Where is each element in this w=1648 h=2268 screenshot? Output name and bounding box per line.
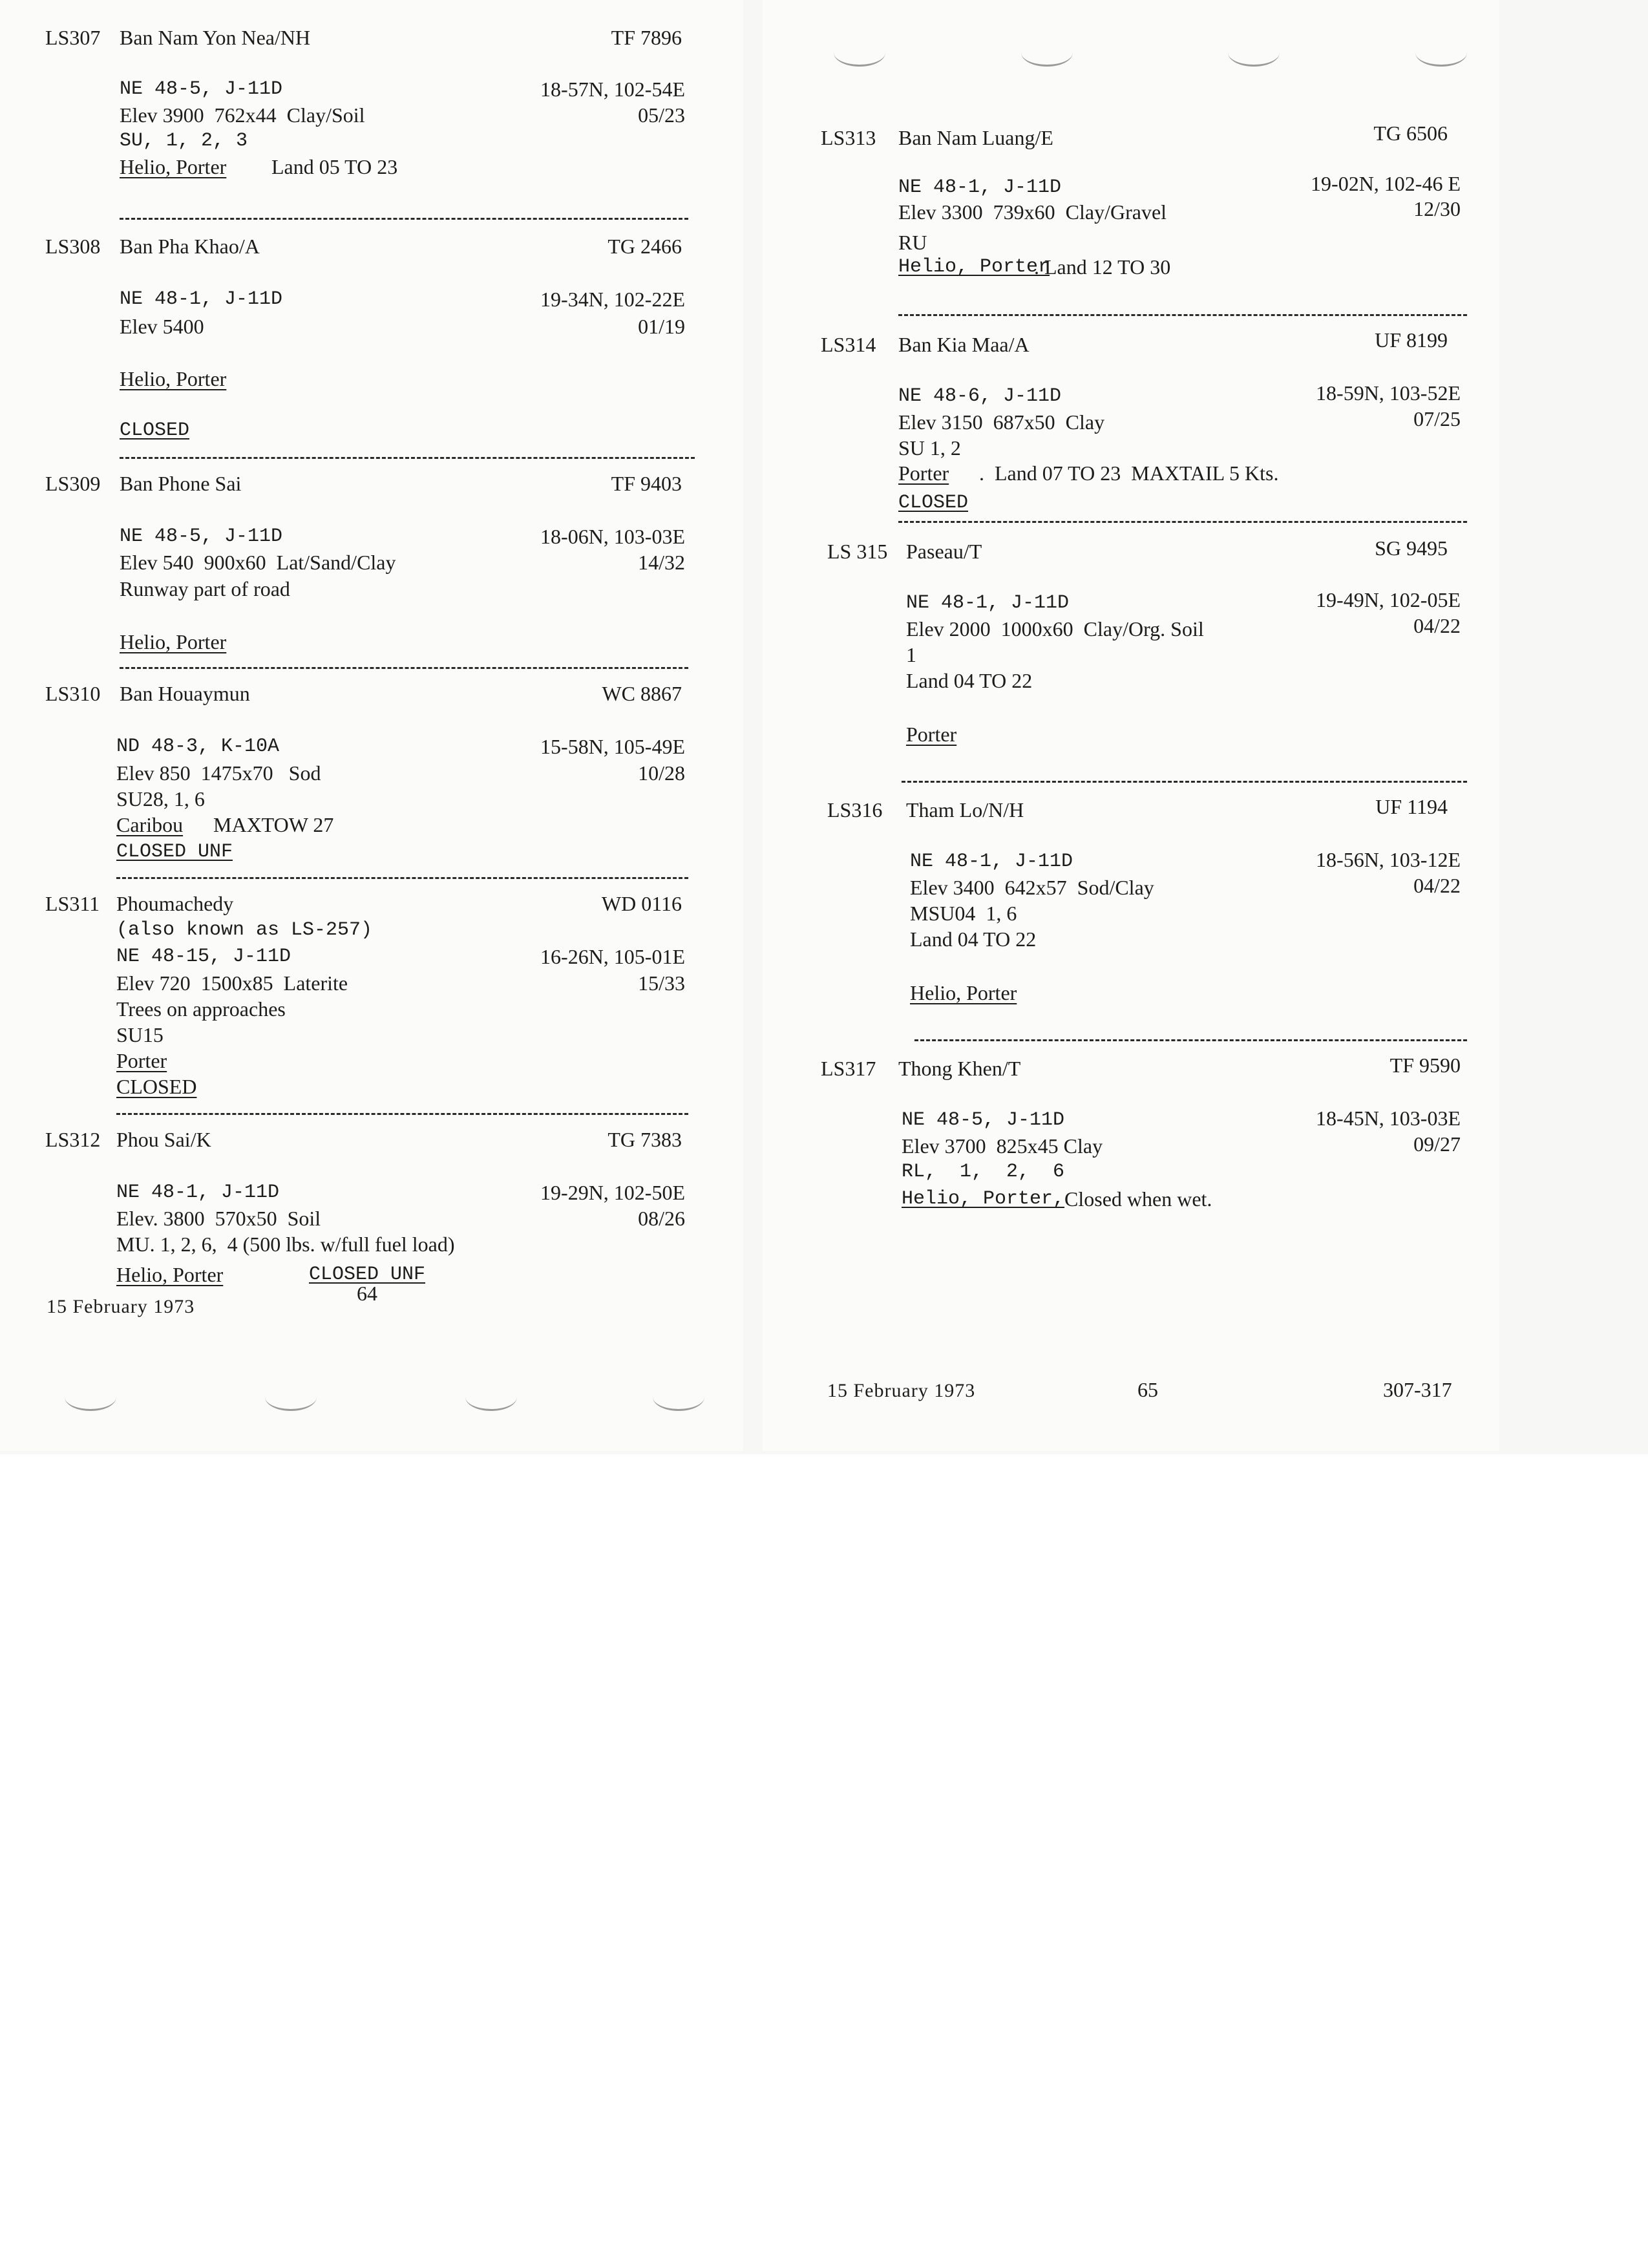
aircraft-types: Porter (898, 461, 949, 485)
chart-reference: NE 48-1, J-11D (898, 176, 1062, 198)
chart-reference: NE 48-5, J-11D (120, 525, 283, 547)
runway-heading: 04/22 (1413, 614, 1461, 637)
chart-reference: NE 48-1, J-11D (116, 1182, 280, 1203)
support-info: SU28, 1, 6 (116, 787, 205, 811)
binder-hole-icon (1021, 39, 1073, 67)
status-closed: CLOSED UNF (116, 841, 233, 863)
support-info: 1 (906, 643, 916, 666)
elevation-runway: Elev 3150 687x50 Clay (898, 410, 1105, 434)
binder-hole-icon (834, 39, 885, 67)
chart-reference: ND 48-3, K-10A (116, 736, 280, 758)
chart-reference: NE 48-5, J-11D (120, 78, 283, 100)
aircraft-types: Helio, Porter (116, 1263, 224, 1286)
site-id: LS309 (45, 472, 101, 495)
elevation-runway: Elev 3900 762x44 Clay/Soil (120, 103, 365, 127)
coordinates: 19-29N, 102-50E (540, 1181, 685, 1204)
chart-reference: NE 48-6, J-11D (898, 385, 1062, 407)
binder-hole-icon (1228, 39, 1280, 67)
grid-reference: TG 6506 (1373, 122, 1448, 145)
site-id: LS308 (45, 235, 101, 258)
grid-reference: UF 1194 (1375, 795, 1448, 818)
grid-reference: WD 0116 (601, 892, 682, 915)
chart-reference: NE 48-5, J-11D (902, 1109, 1065, 1131)
site-name: Ban Houaymun (120, 682, 250, 705)
aircraft-note: Land 05 TO 23 (271, 155, 398, 178)
footer-date: 15 February 1973 (827, 1380, 976, 1401)
elevation-runway: Elev 5400 (120, 315, 204, 338)
coordinates: 16-26N, 105-01E (540, 945, 685, 968)
coordinates: 19-49N, 102-05E (1316, 588, 1461, 611)
site-name: Tham Lo/N/H (906, 798, 1024, 821)
chart-reference: NE 48-15, J-11D (116, 946, 291, 968)
runway-heading: 04/22 (1413, 874, 1461, 897)
site-name: Ban Nam Luang/E (898, 126, 1053, 149)
coordinates: 18-45N, 103-03E (1316, 1107, 1461, 1130)
coordinates: 15-58N, 105-49E (540, 735, 685, 758)
site-name: Phou Sai/K (116, 1128, 211, 1151)
site-id: LS312 (45, 1128, 101, 1151)
site-name: Ban Kia Maa/A (898, 333, 1030, 356)
binder-hole-icon (265, 1383, 317, 1411)
chart-reference: NE 48-1, J-11D (910, 851, 1073, 873)
runway-heading: 01/19 (638, 315, 685, 338)
aircraft-note: MAXTOW 27 (213, 813, 334, 836)
page-number: 64 (357, 1282, 377, 1305)
grid-reference: TG 2466 (607, 235, 682, 258)
separator-line (120, 667, 688, 669)
remarks: Land 04 TO 22 (906, 669, 1033, 692)
elevation-runway: Elev 540 900x60 Lat/Sand/Clay (120, 551, 396, 574)
status-closed: CLOSED (120, 419, 190, 441)
site-id: LS316 (827, 798, 883, 821)
elevation-runway: Elev. 3800 570x50 Soil (116, 1207, 321, 1230)
coordinates: 18-56N, 103-12E (1316, 848, 1461, 871)
page-range: 307-317 (1383, 1378, 1452, 1401)
coordinates: 18-06N, 103-03E (540, 525, 685, 548)
site-name: Thong Khen/T (898, 1057, 1021, 1080)
elevation-runway: Elev 2000 1000x60 Clay/Org. Soil (906, 617, 1204, 641)
right-page (763, 0, 1499, 1451)
left-page (0, 0, 743, 1451)
grid-reference: TF 9590 (1389, 1054, 1461, 1077)
runway-heading: 14/32 (638, 551, 685, 574)
aircraft-types: Caribou (116, 813, 184, 836)
separator-line (914, 1039, 1467, 1041)
separator-line (902, 781, 1467, 783)
aircraft-types: Helio, Porter (120, 155, 227, 178)
coordinates: 19-02N, 102-46 E (1311, 172, 1461, 195)
separator-line (116, 1113, 688, 1115)
status-closed: CLOSED (898, 492, 969, 514)
remarks: Runway part of road (120, 577, 290, 600)
support-info: SU, 1, 2, 3 (120, 130, 248, 152)
support-info: RL, 1, 2, 6 (902, 1161, 1065, 1183)
grid-reference: SG 9495 (1375, 536, 1448, 560)
coordinates: 19-34N, 102-22E (540, 288, 685, 311)
runway-heading: 12/30 (1413, 197, 1461, 220)
site-name: Paseau/T (906, 540, 982, 563)
runway-heading: 05/23 (638, 103, 685, 127)
support-info: MSU04 1, 6 (910, 902, 1017, 925)
elevation-runway: Elev 3700 825x45 Clay (902, 1134, 1103, 1158)
elevation-runway: Elev 850 1475x70 Sod (116, 761, 321, 785)
page-number: 65 (1137, 1378, 1158, 1401)
grid-reference: WC 8867 (602, 682, 682, 705)
grid-reference: UF 8199 (1375, 328, 1448, 352)
support-info: SU15 (116, 1023, 164, 1046)
binder-hole-icon (65, 1383, 116, 1411)
elevation-runway: Elev 720 1500x85 Laterite (116, 971, 348, 995)
remarks: Land 04 TO 22 (910, 927, 1037, 951)
site-name: Ban Phone Sai (120, 472, 242, 495)
elevation-runway: Elev 3300 739x60 Clay/Gravel (898, 200, 1167, 224)
site-id: LS317 (821, 1057, 876, 1080)
aircraft-note: . Land 07 TO 23 MAXTAIL 5 Kts. (979, 461, 1279, 485)
binder-hole-icon (1415, 39, 1467, 67)
aircraft-types: Helio, Porter, (902, 1188, 1065, 1210)
site-id: LS311 (45, 892, 100, 915)
site-name: Ban Pha Khao/A (120, 235, 260, 258)
remarks: Trees on approaches (116, 997, 286, 1021)
runway-heading: 07/25 (1413, 407, 1461, 430)
support-info: SU 1, 2 (898, 436, 961, 460)
site-id: LS313 (821, 126, 876, 149)
coordinates: 18-59N, 103-52E (1316, 381, 1461, 405)
site-id: LS307 (45, 26, 101, 49)
aircraft-types: Porter (116, 1049, 167, 1072)
site-name: Ban Nam Yon Nea/NH (120, 26, 311, 49)
aircraft-note: Closed when wet. (1064, 1187, 1212, 1211)
aircraft-types: Helio, Porter (910, 981, 1017, 1004)
runway-heading: 08/26 (638, 1207, 685, 1230)
status-closed: CLOSED (116, 1075, 197, 1098)
site-id: LS314 (821, 333, 876, 356)
aircraft-types: Helio, Porter (120, 367, 227, 390)
chart-reference: NE 48-1, J-11D (906, 592, 1070, 614)
aka-note: (also known as LS-257) (116, 919, 373, 941)
binder-hole-icon (465, 1383, 517, 1411)
elevation-runway: Elev 3400 642x57 Sod/Clay (910, 876, 1154, 899)
coordinates: 18-57N, 102-54E (540, 78, 685, 101)
aircraft-note: . Land 12 TO 30 (1034, 255, 1171, 279)
support-info: MU. 1, 2, 6, 4 (500 lbs. w/full fuel load) (116, 1233, 455, 1256)
runway-heading: 15/33 (638, 971, 685, 995)
separator-line (898, 314, 1467, 316)
status-closed: CLOSED UNF (309, 1264, 426, 1286)
grid-reference: TF 9403 (611, 472, 682, 495)
grid-reference: TG 7383 (607, 1128, 682, 1151)
aircraft-types: Helio, Porter (898, 256, 1050, 278)
site-name: Phoumachedy (116, 892, 234, 915)
support-info: RU (898, 231, 927, 254)
site-id: LS310 (45, 682, 101, 705)
aircraft-types: Porter (906, 723, 957, 746)
aircraft-types: Helio, Porter (120, 630, 227, 653)
site-id: LS 315 (827, 540, 888, 563)
chart-reference: NE 48-1, J-11D (120, 288, 283, 310)
separator-line (120, 218, 688, 220)
grid-reference: TF 7896 (611, 26, 682, 49)
runway-heading: 10/28 (638, 761, 685, 785)
separator-line (120, 457, 695, 459)
separator-line (116, 877, 688, 879)
footer-date: 15 February 1973 (47, 1296, 195, 1317)
binder-hole-icon (653, 1383, 704, 1411)
separator-line (898, 521, 1467, 523)
runway-heading: 09/27 (1413, 1132, 1461, 1156)
